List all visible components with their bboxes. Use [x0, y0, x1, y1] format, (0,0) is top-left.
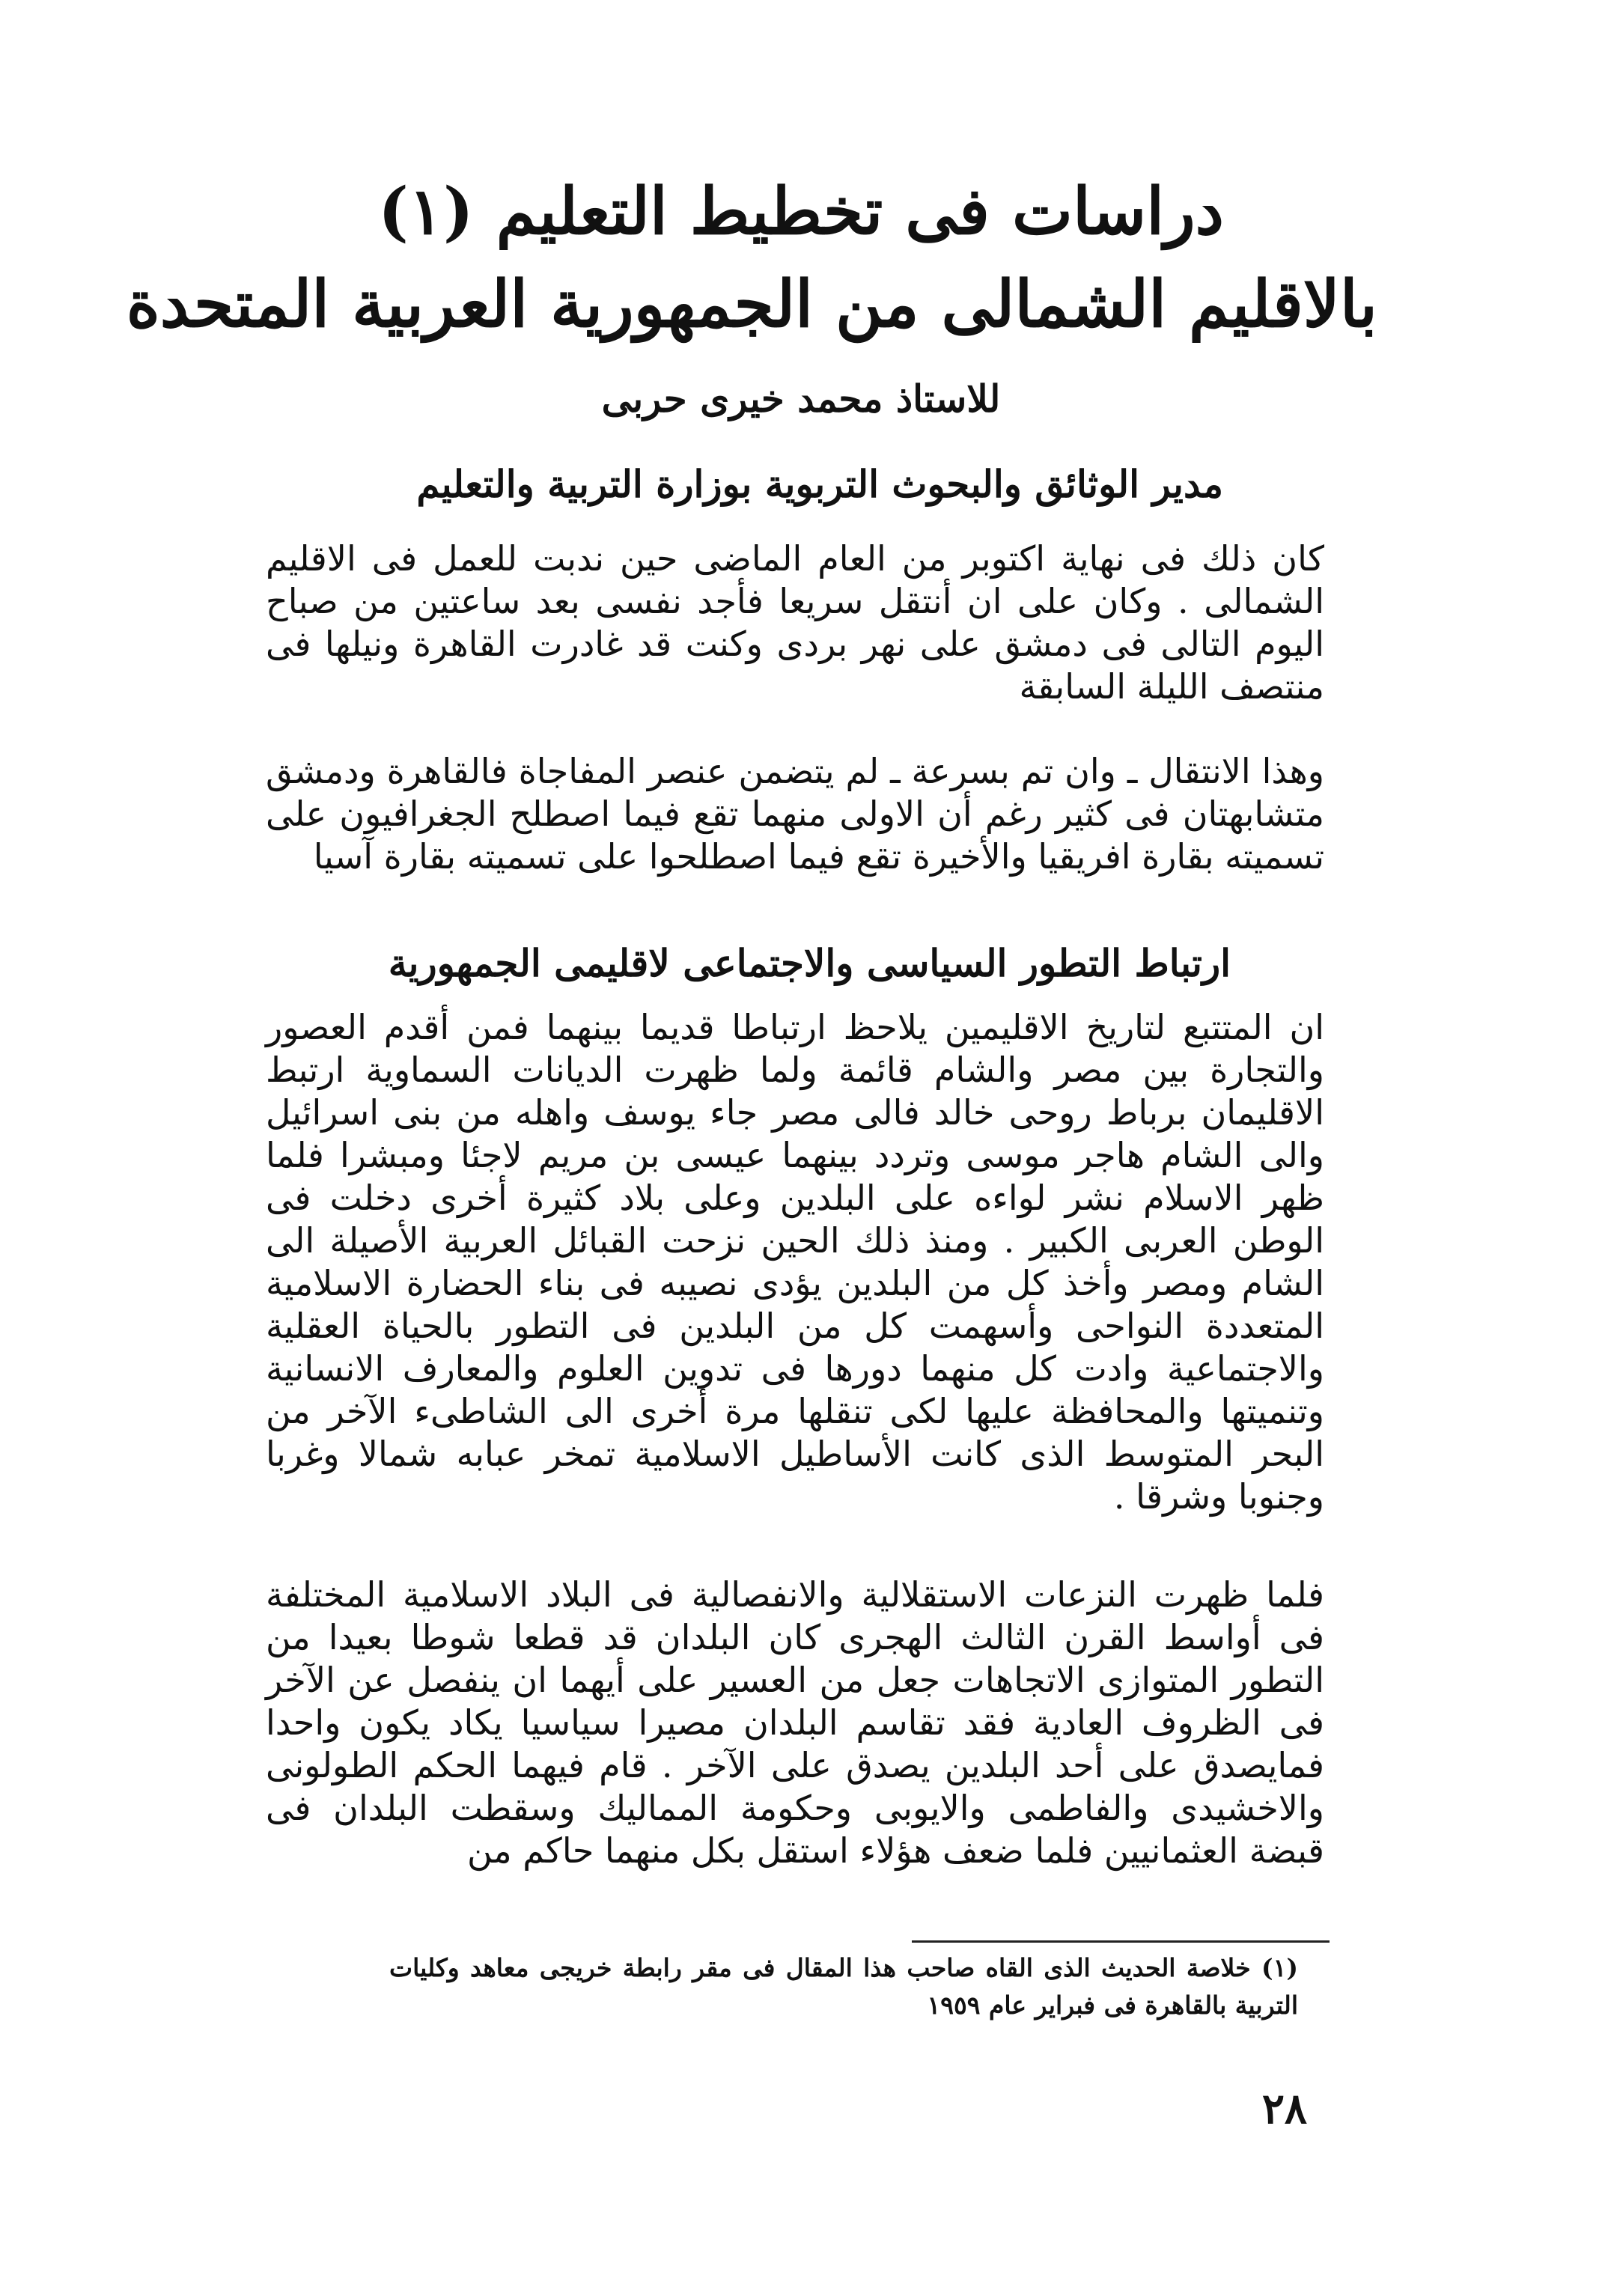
paragraph-4: فلما ظهرت النزعات الاستقلالية والانفصالية فى البلاد الاسلامية المختلفة فى أواسط القرن الثالث الهجرى كان البلدان قد قطعا شوطا بعيدا من التطور المتوازى الاتجاهات جعل من العسير على أيهما ان ينفصل عن الآخر فى الظروف العادية فقد تقاسم البلدان مصيرا سياسيا يكاد يكون واحدا فمايصدق على أحد البلدين يصدق على الآخر . قام فيهما الحكم الطولونى والاخشيدى والفاطمى والايوبى وحكومة المماليك وسقطت البلدان فى قبضة العثمانيين فلما ضعف هؤلاء استقل بكل منهما حاكم من: [266, 1574, 1324, 1871]
section-heading: ارتباط التطور السياسى والاجتماعى لاقليمى الجمهورية: [388, 941, 1231, 985]
footnote-divider: [912, 1940, 1330, 1943]
author-affiliation: مدير الوثائق والبحوث التربوية بوزارة التربية والتعليم: [416, 462, 1223, 506]
article-title-line-2: بالاقليم الشمالى من الجمهورية العربية المتحدة: [126, 267, 1377, 342]
paragraph-2: وهذا الانتقال ـ وان تم بسرعة ـ لم يتضمن عنصر المفاجاة فالقاهرة ودمشق متشابهتان فى كثير رغم أن الاولى منهما تقع فيما اصطلح الجغرافيون على تسميته بقارة افريقيا والأخيرة تقع فيما اصطلحوا على تسميته بقارة آسيا: [266, 751, 1324, 877]
page-number: ٢٨: [1261, 2084, 1307, 2134]
paragraph-1: كان ذلك فى نهاية اكتوبر من العام الماضى حين ندبت للعمل فى الاقليم الشمالى . وكان على ان أنتقل سريعا فأجد نفسى بعد ساعتين من صباح اليوم التالى فى دمشق على نهر بردى وكنت قد غادرت القاهرة ونيلها فى منتصف الليلة السابقة: [266, 538, 1324, 707]
footnote: (١) خلاصة الحديث الذى القاه صاحب هذا المقال فى مقر رابطة خريجى معاهد وكليات التربية بالقاهرة فى فبراير عام ١٩٥٩: [389, 1953, 1298, 2020]
paragraph-3: ان المتتبع لتاريخ الاقليمين يلاحظ ارتباطا قديما بينهما فمن أقدم العصور والتجارة بين مصر والشام قائمة ولما ظهرت الديانات السماوية ارتبط الاقليمان برباط روحى خالد فالى مصر جاء يوسف واهله من بنى اسرائيل والى الشام هاجر موسى وتردد بينهما عيسى بن مريم لاجئا ومبشرا فلما ظهر الاسلام نشر لواءه على البلدين وعلى بلاد كثيرة أخرى دخلت فى الوطن العربى الكبير . ومنذ ذلك الحين نزحت القبائل العربية الأصيلة الى الشام ومصر وأخذ كل من البلدين يؤدى نصيبه فى بناء الحضارة الاسلامية المتعددة النواحى وأسهمت كل من البلدين فى التطور بالحياة العقلية والاجتماعية وادت كل منهما دورها فى تدوين العلوم والمعارف الانسانية وتنميتها والمحافظة عليها لكى تنقلها مرة أخرى الى الشاطىء الآخر من البحر المتوسط الذى كانت الأساطيل الاسلامية تمخر عبابه شمالا وغربا وجنوبا وشرقا .: [266, 1007, 1324, 1517]
author-name: للاستاذ محمد خيرى حربى: [601, 377, 1001, 421]
article-title-line-1: دراسات فى تخطيط التعليم (١): [378, 174, 1224, 249]
